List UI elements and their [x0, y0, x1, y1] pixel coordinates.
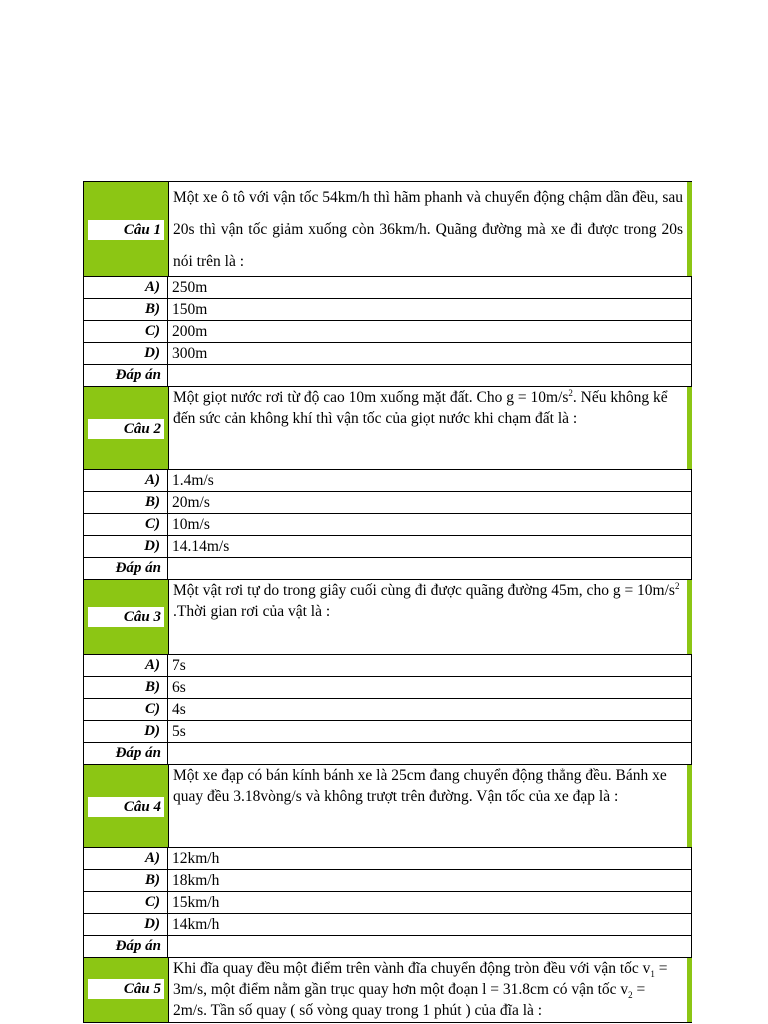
- question-label: Câu 1: [88, 220, 164, 240]
- option-row: [83, 891, 692, 913]
- answer-value[interactable]: [167, 558, 692, 579]
- superscript: 2: [674, 580, 680, 591]
- answer-label: Đáp án: [83, 936, 167, 957]
- option-row: [83, 535, 692, 557]
- option-row: [83, 654, 692, 676]
- option-row: [83, 320, 692, 342]
- answer-row: [83, 557, 692, 579]
- option-value: 7s: [167, 655, 692, 676]
- option-key: D): [83, 343, 167, 364]
- question-2: [83, 386, 692, 469]
- question-label-cell: [83, 580, 168, 654]
- answer-label: Đáp án: [83, 365, 167, 386]
- answer-label: Đáp án: [83, 558, 167, 579]
- option-row: [83, 720, 692, 742]
- option-key: A): [83, 848, 167, 869]
- option-row: [83, 276, 692, 298]
- question-text: Một xe đạp có bán kính bánh xe là 25cm đang chuyển động thẳng đều. Bánh xe quay đều 3.18vòng/s và không trượt trên đường. Vận tốc của xe đạp là :: [168, 765, 687, 847]
- option-row: [83, 676, 692, 698]
- option-row: [83, 298, 692, 320]
- option-key: B): [83, 299, 167, 320]
- option-row: [83, 847, 692, 869]
- option-value: 1.4m/s: [167, 470, 692, 491]
- subscript: 2: [628, 990, 633, 1001]
- question-label: Câu 5: [88, 979, 164, 999]
- question-text-part: Một vật rơi tự do trong giây cuối cùng đi được quãng đường 45m, cho g = 10m/s: [173, 582, 675, 599]
- question-text-part: Khi đĩa quay đều một điểm trên vành đĩa chuyển động tròn đều với vận tốc v: [173, 960, 651, 977]
- question-accent: [687, 765, 692, 847]
- option-value: 150m: [167, 299, 692, 320]
- question-accent: [687, 387, 692, 469]
- question-accent: [687, 580, 692, 654]
- option-key: D): [83, 721, 167, 742]
- option-key: C): [83, 514, 167, 535]
- quiz-table: [83, 181, 692, 1023]
- option-key: B): [83, 870, 167, 891]
- option-key: C): [83, 892, 167, 913]
- answer-value[interactable]: [167, 743, 692, 764]
- option-value: 200m: [167, 321, 692, 342]
- option-key: B): [83, 677, 167, 698]
- question-label-cell: [83, 958, 168, 1022]
- option-key: C): [83, 699, 167, 720]
- option-key: D): [83, 536, 167, 557]
- answer-value[interactable]: [167, 365, 692, 386]
- option-value: 15km/h: [167, 892, 692, 913]
- question-label: Câu 4: [88, 797, 164, 817]
- option-row: [83, 469, 692, 491]
- question-text-part: = 2m/s. Tần số quay ( số vòng quay trong 1 phút ) của đĩa là :: [173, 981, 646, 1019]
- question-text-part: . Nếu không kể đến sức cản không khí thì vận tốc của giọt nước khi chạm đất là :: [173, 389, 668, 427]
- option-key: B): [83, 492, 167, 513]
- option-key: A): [83, 470, 167, 491]
- option-row: [83, 913, 692, 935]
- question-text-part: .Thời gian rơi của vật là :: [173, 603, 331, 620]
- question-accent: [687, 182, 692, 276]
- option-value: 18km/h: [167, 870, 692, 891]
- option-key: D): [83, 914, 167, 935]
- question-label-cell: [83, 387, 168, 469]
- question-label-cell: [83, 182, 168, 276]
- question-1: [83, 181, 692, 276]
- option-key: A): [83, 277, 167, 298]
- answer-row: [83, 742, 692, 764]
- option-value: 14km/h: [167, 914, 692, 935]
- question-text: [168, 580, 687, 654]
- question-text: [168, 958, 687, 1022]
- question-label-cell: [83, 765, 168, 847]
- question-accent: [687, 958, 692, 1022]
- answer-label: Đáp án: [83, 743, 167, 764]
- question-text-part: Một giọt nước rơi từ độ cao 10m xuống mặt đất. Cho g = 10m/s: [173, 389, 569, 406]
- answer-row: [83, 935, 692, 957]
- option-value: 20m/s: [167, 492, 692, 513]
- question-label: Câu 3: [88, 607, 164, 627]
- option-row: [83, 513, 692, 535]
- question-5: [83, 957, 692, 1023]
- subscript: 1: [650, 969, 655, 980]
- answer-value[interactable]: [167, 936, 692, 957]
- question-4: [83, 764, 692, 847]
- question-text: Một xe ô tô với vận tốc 54km/h thì hãm phanh và chuyển động chậm dần đều, sau 20s thì vận tốc giảm xuống còn 36km/h. Quãng đường mà xe đi được trong 20s nói trên là :: [168, 182, 687, 276]
- option-row: [83, 342, 692, 364]
- option-key: A): [83, 655, 167, 676]
- option-key: C): [83, 321, 167, 342]
- superscript: 2: [568, 387, 573, 398]
- option-row: [83, 491, 692, 513]
- answer-row: [83, 364, 692, 386]
- question-text: [168, 387, 687, 469]
- option-row: [83, 869, 692, 891]
- option-value: 10m/s: [167, 514, 692, 535]
- question-label: Câu 2: [88, 419, 164, 439]
- question-3: [83, 579, 692, 654]
- option-value: 300m: [167, 343, 692, 364]
- option-value: 5s: [167, 721, 692, 742]
- question-text-part: = 3m/s, một điểm nằm gần trục quay hơn một đoạn l = 31.8cm có vận tốc v: [173, 960, 668, 998]
- option-value: 12km/h: [167, 848, 692, 869]
- option-value: 250m: [167, 277, 692, 298]
- option-row: [83, 698, 692, 720]
- option-value: 14.14m/s: [167, 536, 692, 557]
- option-value: 4s: [167, 699, 692, 720]
- option-value: 6s: [167, 677, 692, 698]
